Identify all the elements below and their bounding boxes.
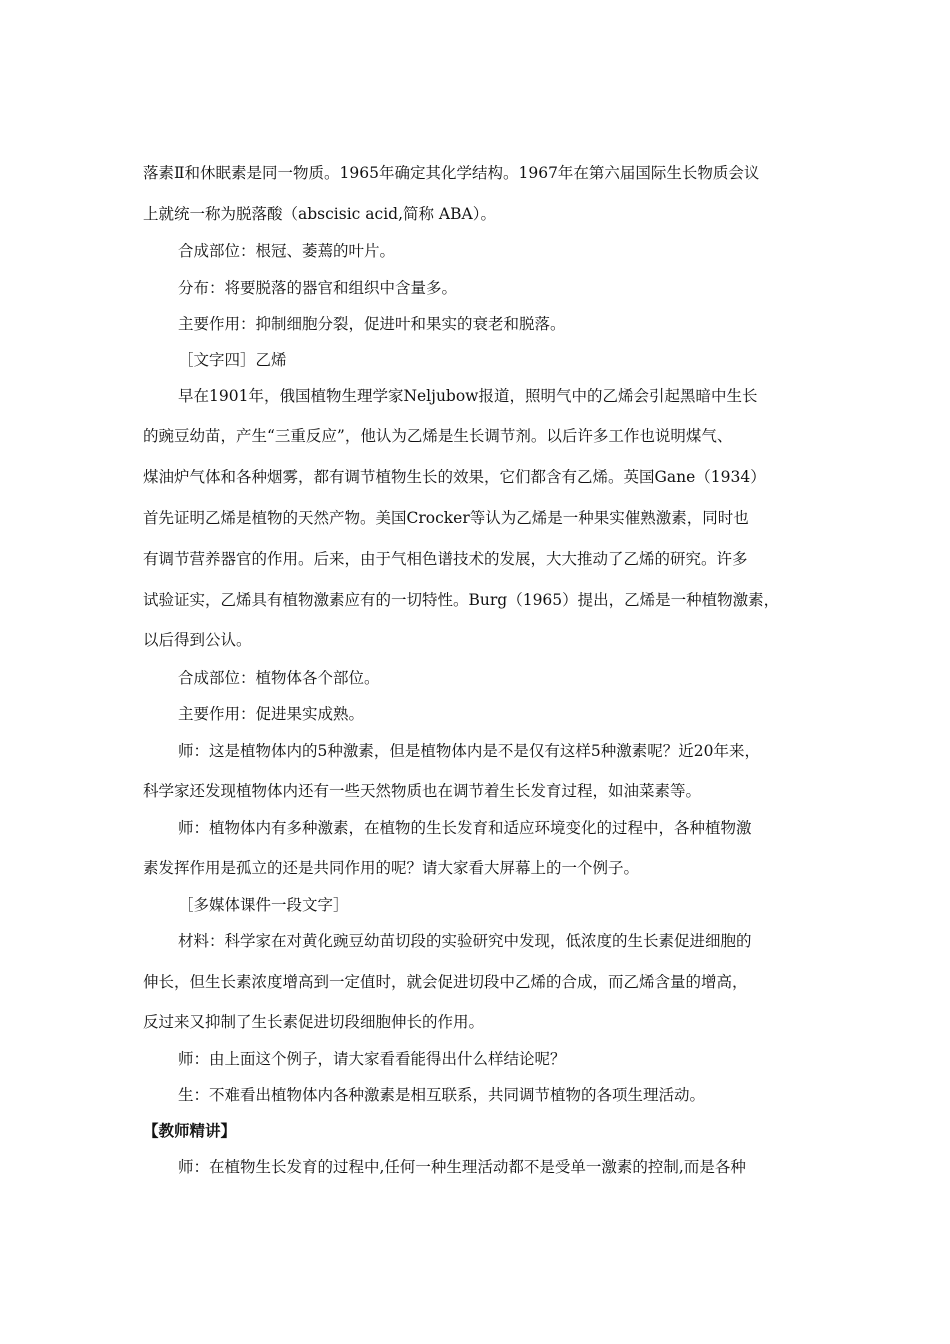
text-line: 合成部位：植物体各个部位。	[178, 669, 380, 687]
text-line: 材料：科学家在对黄化豌豆幼苗切段的实验研究中发现，低浓度的生长素促进细胞的	[178, 932, 752, 950]
text-line: 的豌豆幼苗，产生“三重反应”，他认为乙烯是生长调节剂。以后许多工作也说明煤气、	[143, 427, 733, 445]
text-line: 合成部位：根冠、萎蔫的叶片。	[178, 242, 396, 260]
text-line: 主要作用：促进果实成熟。	[178, 705, 365, 723]
text-line: 师：在植物生长发育的过程中,任何一种生理活动都不是受单一激素的控制,而是各种	[178, 1158, 746, 1176]
text-line: 师：植物体内有多种激素，在植物的生长发育和适应环境变化的过程中，各种植物激	[178, 819, 752, 837]
text-line: 煤油炉气体和各种烟雾，都有调节植物生长的效果，它们都含有乙烯。英国Gane（1934）	[143, 468, 766, 486]
text-line: 生：不难看出植物体内各种激素是相互联系，共同调节植物的各项生理活动。	[178, 1086, 706, 1104]
text-line: 素发挥作用是孤立的还是共同作用的呢？请大家看大屏幕上的一个例子。	[143, 859, 640, 877]
text-line: 伸长，但生长素浓度增高到一定值时，就会促进切段中乙烯的合成，而乙烯含量的增高，	[143, 973, 748, 991]
text-line: 早在1901年，俄国植物生理学家Neljubow报道，照明气中的乙烯会引起黑暗中生长	[178, 387, 758, 405]
section-heading: 【教师精讲】	[143, 1122, 237, 1140]
text-line: 试验证实，乙烯具有植物激素应有的一切特性。Burg（1965）提出，乙烯是一种植物激素，	[143, 591, 780, 609]
text-line: 上就统一称为脱落酸（abscisic acid,简称 ABA）。	[143, 205, 496, 223]
text-line: 落素Ⅱ和休眠素是同一物质。1965年确定其化学结构。1967年在第六届国际生长物质会议	[143, 164, 760, 182]
text-line: 科学家还发现植物体内还有一些天然物质也在调节着生长发育过程，如油菜素等。	[143, 782, 702, 800]
text-line: 反过来又抑制了生长素促进切段细胞伸长的作用。	[143, 1013, 485, 1031]
text-line: 首先证明乙烯是植物的天然产物。美国Crocker等认为乙烯是一种果实催熟激素，同时也	[143, 509, 749, 527]
section-label: ［文字四］乙烯	[178, 351, 287, 369]
text-line: 以后得到公认。	[143, 631, 252, 649]
text-line: 有调节营养器官的作用。后来，由于气相色谱技术的发展，大大推动了乙烯的研究。许多	[143, 550, 748, 568]
section-label: ［多媒体课件一段文字］	[178, 896, 349, 914]
text-line: 师：由上面这个例子，请大家看看能得出什么样结论呢？	[178, 1050, 566, 1068]
text-line: 师：这是植物体内的5种激素，但是植物体内是不是仅有这样5种激素呢？近20年来，	[178, 742, 760, 760]
text-line: 主要作用：抑制细胞分裂，促进叶和果实的衰老和脱落。	[178, 315, 566, 333]
text-line: 分布：将要脱落的器官和组织中含量多。	[178, 279, 458, 297]
